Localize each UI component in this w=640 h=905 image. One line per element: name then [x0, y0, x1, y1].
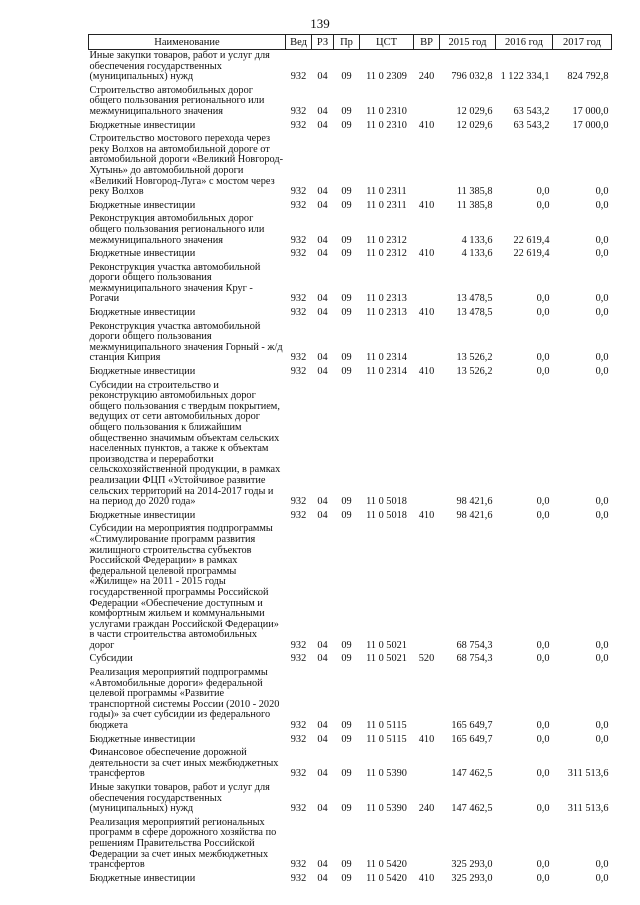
cell-vr: 520: [418, 653, 435, 665]
cell-y2017: 0,0: [595, 496, 609, 508]
cell-rz: 04: [317, 293, 328, 305]
cell-y2017: 0,0: [595, 186, 609, 198]
cell-cst: 11 0 2314: [366, 366, 407, 378]
cell-ved: 932: [290, 496, 307, 508]
cell-pr: 09: [341, 119, 352, 131]
cell-y2017: 0,0: [595, 293, 609, 305]
table-row: [89, 510, 612, 524]
cell-name: Реконструкция участка автомобильной дороги общего пользования межмуниципального значения Круг - Рогачи: [89, 261, 261, 305]
cell-y2016: 63 543,2: [513, 105, 550, 117]
cell-y2016: 0,0: [536, 352, 550, 364]
cell-y2016: 0,0: [536, 639, 550, 651]
cell-y2016: 22 619,4: [513, 248, 550, 260]
cell-vr: [414, 133, 440, 200]
table-row: [89, 85, 612, 120]
cell-rz: 04: [317, 872, 328, 884]
cell-name: Бюджетные инвестиции: [89, 733, 196, 745]
cell-vr: [414, 747, 440, 782]
cell-y2017: 17 000,0: [572, 119, 609, 131]
cell-y2017: 0,0: [595, 509, 609, 521]
cell-rz: 04: [317, 199, 328, 211]
cell-ved: 932: [290, 768, 307, 780]
cell-cst: 11 0 2311: [366, 186, 407, 198]
cell-ved: 932: [290, 307, 307, 319]
cell-vr: [414, 262, 440, 307]
cell-y2015: 98 421,6: [456, 496, 493, 508]
cell-name: Субсидии на мероприятия подпрограммы «Стимулирование программ развития жилищного строительства субъектов Российской Федерации» в рамках федеральной целевой программы «Жилище» на 2011 - 2015 годы государственной программы Российской Федерации «Обеспечение доступным и комфортным жильем и коммунальными услугами граждан Российской Федерации» в части строительства автомобильных дорог: [89, 523, 279, 651]
cell-vr: [414, 213, 440, 248]
cell-y2017: 0,0: [595, 199, 609, 211]
cell-y2015: 165 649,7: [451, 720, 493, 732]
cell-y2015: 147 462,5: [451, 803, 493, 815]
table-row: [89, 817, 612, 873]
cell-y2015: 68 754,3: [456, 639, 493, 651]
cell-y2015: 796 032,8: [451, 71, 493, 83]
cell-y2016: 0,0: [536, 509, 550, 521]
cell-y2017: 0,0: [595, 653, 609, 665]
cell-pr: 09: [341, 352, 352, 364]
cell-name: Бюджетные инвестиции: [89, 119, 196, 131]
cell-rz: 04: [317, 509, 328, 521]
cell-y2016: 0,0: [536, 366, 550, 378]
cell-y2016: 0,0: [536, 720, 550, 732]
cell-y2017: 824 792,8: [567, 71, 609, 83]
cell-name: Бюджетные инвестиции: [89, 366, 196, 378]
cell-ved: 932: [290, 872, 307, 884]
cell-vr: 410: [418, 366, 435, 378]
cell-pr: 09: [341, 496, 352, 508]
cell-pr: 09: [341, 186, 352, 198]
cell-rz: 04: [317, 352, 328, 364]
cell-vr: 410: [418, 509, 435, 521]
cell-y2016: 0,0: [536, 733, 550, 745]
cell-cst: 11 0 5018: [366, 496, 407, 508]
table-row: [89, 213, 612, 248]
cell-cst: 11 0 5021: [366, 639, 407, 651]
page-number: 139: [310, 16, 330, 31]
cell-cst: 11 0 5115: [366, 733, 407, 745]
cell-vr: 410: [418, 248, 435, 260]
cell-y2015: 12 029,6: [456, 105, 493, 117]
cell-rz: 04: [317, 307, 328, 319]
cell-vr: 410: [418, 307, 435, 319]
cell-rz: 04: [317, 366, 328, 378]
budget-table: [88, 34, 612, 886]
cell-y2016: 0,0: [536, 859, 550, 871]
cell-y2015: 98 421,6: [456, 509, 493, 521]
cell-ved: 932: [290, 186, 307, 198]
cell-vr: [414, 523, 440, 653]
cell-ved: 932: [290, 653, 307, 665]
table-row: [89, 120, 612, 134]
cell-y2016: 0,0: [536, 496, 550, 508]
header-ved: Вед: [286, 35, 312, 50]
cell-ved: 932: [290, 733, 307, 745]
cell-rz: 04: [317, 496, 328, 508]
table-row: [89, 653, 612, 667]
cell-name: Иные закупки товаров, работ и услуг для обеспечения государственных (муниципальных) нужд: [89, 782, 270, 815]
cell-y2016: 0,0: [536, 653, 550, 665]
cell-ved: 932: [290, 234, 307, 246]
cell-cst: 11 0 2310: [366, 119, 407, 131]
cell-name: Бюджетные инвестиции: [89, 509, 196, 521]
cell-ved: 932: [290, 293, 307, 305]
cell-ved: 932: [290, 366, 307, 378]
cell-y2017: 0,0: [595, 733, 609, 745]
cell-cst: 11 0 2310: [366, 105, 407, 117]
table-row: [89, 50, 612, 85]
cell-rz: 04: [317, 105, 328, 117]
cell-cst: 11 0 2311: [366, 199, 407, 211]
cell-ved: 932: [290, 352, 307, 364]
cell-name: Субсидии на строительство и реконструкцию автомобильных дорог общего пользования с твердым покрытием, ведущих от сети автомобильных дорог общего пользования к ближайшим общественно значимым объектам сельских населенных пунктов, а также к объектам производства и переработки сельскохозяйственной продукции, в рамках реализации ФЦП «Устойчивое развитие сельских территорий на 2014-2017 годы и на период до 2020 года»: [89, 379, 281, 508]
cell-y2015: 325 293,0: [451, 859, 493, 871]
cell-y2015: 4 133,6: [461, 248, 493, 260]
cell-rz: 04: [317, 768, 328, 780]
cell-cst: 11 0 5021: [366, 653, 407, 665]
cell-cst: 11 0 5018: [366, 509, 407, 521]
cell-rz: 04: [317, 653, 328, 665]
table-header: [89, 35, 612, 50]
cell-y2017: 311 513,6: [567, 803, 609, 815]
cell-y2017: 0,0: [595, 720, 609, 732]
cell-y2015: 4 133,6: [461, 234, 493, 246]
cell-y2016: 1 122 334,1: [500, 71, 550, 83]
cell-ved: 932: [290, 248, 307, 260]
cell-y2017: 0,0: [595, 639, 609, 651]
cell-vr: [414, 817, 440, 873]
cell-name: Финансовое обеспечение дорожной деятельности за счет иных межбюджетных трансфертов: [89, 747, 279, 780]
cell-vr: 410: [418, 733, 435, 745]
cell-ved: 932: [290, 720, 307, 732]
cell-y2016: 0,0: [536, 293, 550, 305]
header-pr: Пр: [334, 35, 360, 50]
cell-pr: 09: [341, 653, 352, 665]
cell-cst: 11 0 5115: [366, 720, 407, 732]
cell-y2017: 0,0: [595, 366, 609, 378]
cell-pr: 09: [341, 803, 352, 815]
table-row: [89, 734, 612, 748]
cell-name: Бюджетные инвестиции: [89, 248, 196, 260]
cell-ved: 932: [290, 639, 307, 651]
table-row: [89, 782, 612, 817]
cell-name: Бюджетные инвестиции: [89, 307, 196, 319]
cell-ved: 932: [290, 859, 307, 871]
cell-vr: 410: [418, 119, 435, 131]
cell-y2017: 0,0: [595, 234, 609, 246]
cell-y2016: 63 543,2: [513, 119, 550, 131]
cell-vr: [414, 667, 440, 734]
cell-y2015: 11 385,8: [456, 186, 493, 198]
cell-cst: 11 0 2312: [366, 234, 407, 246]
cell-y2015: 147 462,5: [451, 768, 493, 780]
cell-name: Бюджетные инвестиции: [89, 872, 196, 884]
header-2016: 2016 год: [496, 35, 553, 50]
table-row: [89, 133, 612, 200]
table-body: [89, 50, 612, 887]
cell-y2016: 0,0: [536, 199, 550, 211]
cell-cst: 11 0 5420: [366, 859, 407, 871]
cell-rz: 04: [317, 720, 328, 732]
cell-rz: 04: [317, 639, 328, 651]
cell-name: Иные закупки товаров, работ и услуг для обеспечения государственных (муниципальных) нужд: [89, 50, 270, 83]
cell-pr: 09: [341, 199, 352, 211]
header-2017: 2017 год: [553, 35, 612, 50]
cell-y2016: 22 619,4: [513, 234, 550, 246]
cell-y2015: 325 293,0: [451, 872, 493, 884]
cell-vr: 240: [418, 803, 435, 815]
cell-pr: 09: [341, 639, 352, 651]
cell-y2015: 13 478,5: [456, 293, 493, 305]
cell-name: Реконструкция участка автомобильной дороги общего пользования межмуниципального значения Горный - ж/д станция Киприя: [89, 320, 283, 364]
cell-cst: 11 0 5420: [366, 872, 407, 884]
cell-y2015: 13 526,2: [456, 366, 493, 378]
header-cst: ЦСТ: [360, 35, 414, 50]
cell-y2015: 13 526,2: [456, 352, 493, 364]
table-row: [89, 380, 612, 510]
table-row: [89, 200, 612, 214]
cell-y2017: 0,0: [595, 859, 609, 871]
cell-cst: 11 0 5390: [366, 768, 407, 780]
cell-pr: 09: [341, 733, 352, 745]
cell-y2017: 17 000,0: [572, 105, 609, 117]
cell-cst: 11 0 5390: [366, 803, 407, 815]
cell-pr: 09: [341, 768, 352, 780]
cell-y2016: 0,0: [536, 872, 550, 884]
cell-y2016: 0,0: [536, 768, 550, 780]
cell-y2016: 0,0: [536, 307, 550, 319]
cell-rz: 04: [317, 234, 328, 246]
cell-ved: 932: [290, 119, 307, 131]
cell-cst: 11 0 2314: [366, 352, 407, 364]
cell-pr: 09: [341, 293, 352, 305]
cell-pr: 09: [341, 71, 352, 83]
cell-cst: 11 0 2313: [366, 307, 407, 319]
cell-y2017: 0,0: [595, 352, 609, 364]
cell-name: Строительство мостового перехода через реку Волхов на автомобильной дороге от автомобильной дороги «Великий Новгород-Хутынь» до автомобильной дороги «Великий Новгород-Луга» с мостом через реку Волхов: [89, 133, 284, 198]
cell-pr: 09: [341, 872, 352, 884]
cell-ved: 932: [290, 199, 307, 211]
cell-y2015: 165 649,7: [451, 733, 493, 745]
cell-pr: 09: [341, 509, 352, 521]
cell-rz: 04: [317, 71, 328, 83]
table-row: [89, 747, 612, 782]
cell-pr: 09: [341, 307, 352, 319]
cell-rz: 04: [317, 733, 328, 745]
cell-pr: 09: [341, 248, 352, 260]
cell-ved: 932: [290, 71, 307, 83]
cell-pr: 09: [341, 105, 352, 117]
cell-cst: 11 0 2309: [366, 71, 407, 83]
cell-name: Реализация мероприятий подпрограммы «Автомобильные дороги» федеральной целевой программы «Развитие транспортной системы России (2010 - 2020 годы)» за счет субсидии из федерального бюджета: [89, 667, 280, 732]
cell-rz: 04: [317, 803, 328, 815]
table-row: [89, 366, 612, 380]
cell-y2017: 311 513,6: [567, 768, 609, 780]
table-row: [89, 873, 612, 887]
cell-vr: [414, 85, 440, 120]
cell-name: Субсидии: [89, 653, 133, 665]
cell-name: Реконструкция автомобильных дорог общего пользования регионального или межмуниципального значения: [89, 213, 265, 246]
table-row: [89, 248, 612, 262]
cell-cst: 11 0 2313: [366, 293, 407, 305]
cell-y2017: 0,0: [595, 307, 609, 319]
cell-vr: 410: [418, 199, 435, 211]
header-rz: РЗ: [312, 35, 334, 50]
cell-name: Реализация мероприятий региональных программ в сфере дорожного хозяйства по решениям Правительства Российской Федерации за счет иных межбюджетных трансфертов: [89, 816, 277, 871]
header-name: Наименование: [89, 35, 286, 50]
cell-rz: 04: [317, 859, 328, 871]
cell-pr: 09: [341, 859, 352, 871]
cell-vr: [414, 321, 440, 366]
cell-y2016: 0,0: [536, 803, 550, 815]
table-row: [89, 262, 612, 307]
cell-name: Строительство автомобильных дорог общего пользования регионального или межмуниципального значения: [89, 84, 265, 117]
cell-y2017: 0,0: [595, 248, 609, 260]
table-row: [89, 667, 612, 734]
table-row: [89, 523, 612, 653]
cell-y2015: 13 478,5: [456, 307, 493, 319]
cell-ved: 932: [290, 105, 307, 117]
cell-vr: 410: [418, 872, 435, 884]
cell-vr: [414, 380, 440, 510]
cell-name: Бюджетные инвестиции: [89, 199, 196, 211]
table-row: [89, 321, 612, 366]
cell-y2015: 11 385,8: [456, 199, 493, 211]
cell-ved: 932: [290, 509, 307, 521]
cell-rz: 04: [317, 248, 328, 260]
cell-y2017: 0,0: [595, 872, 609, 884]
cell-rz: 04: [317, 119, 328, 131]
cell-pr: 09: [341, 234, 352, 246]
cell-y2016: 0,0: [536, 186, 550, 198]
cell-y2015: 68 754,3: [456, 653, 493, 665]
table-row: [89, 307, 612, 321]
cell-pr: 09: [341, 366, 352, 378]
cell-y2015: 12 029,6: [456, 119, 493, 131]
cell-cst: 11 0 2312: [366, 248, 407, 260]
cell-ved: 932: [290, 803, 307, 815]
cell-rz: 04: [317, 186, 328, 198]
header-vr: ВР: [414, 35, 440, 50]
cell-vr: 240: [418, 71, 435, 83]
header-2015: 2015 год: [440, 35, 496, 50]
cell-pr: 09: [341, 720, 352, 732]
